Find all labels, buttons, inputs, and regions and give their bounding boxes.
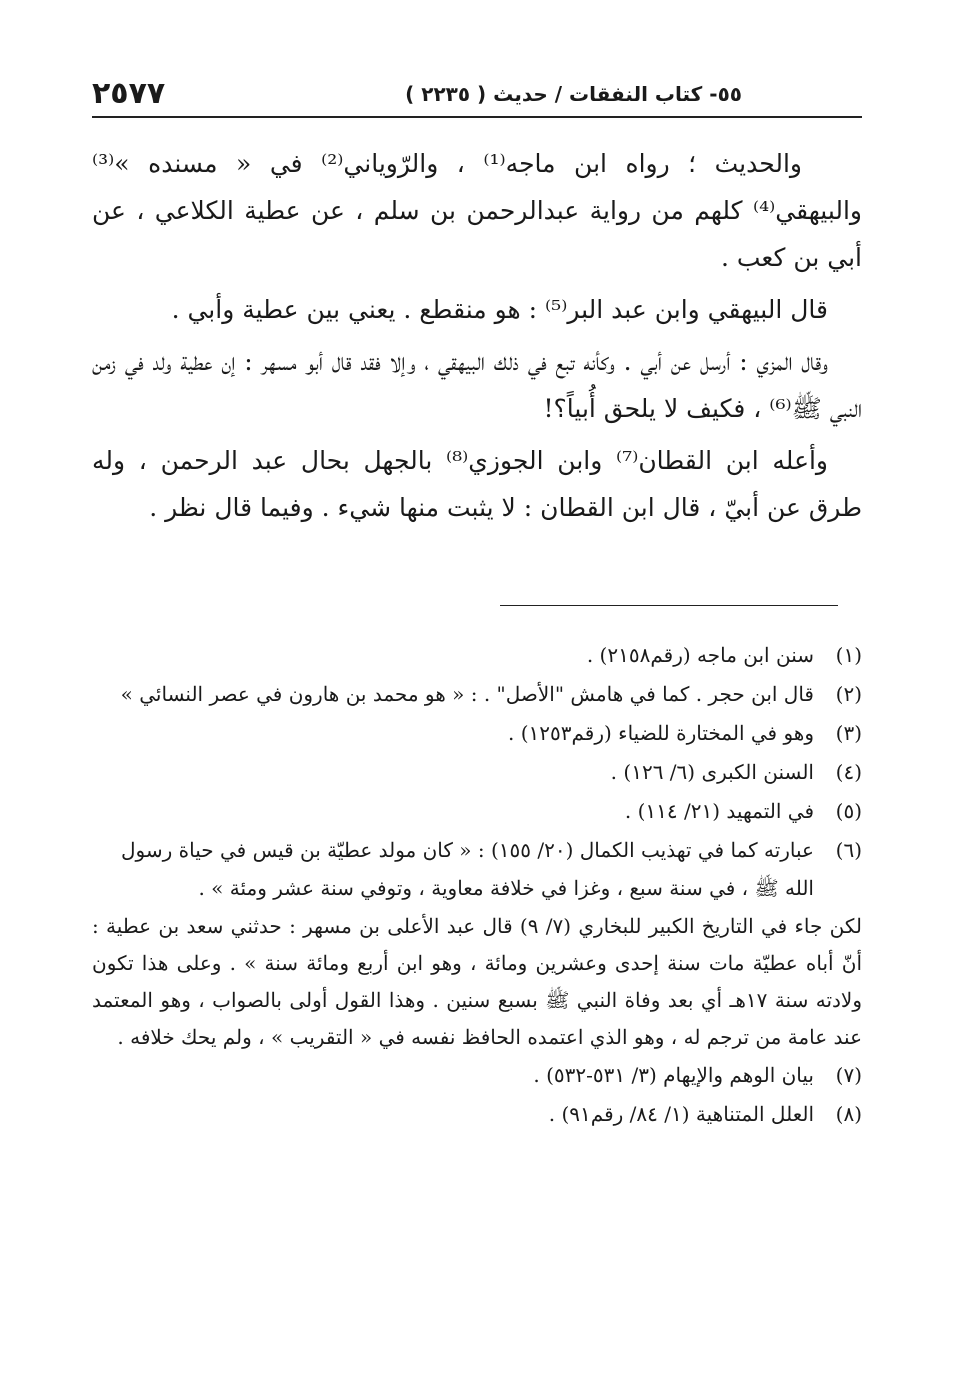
- footnote-text: وهو في المختارة للضياء (رقم١٢٥٣) .: [507, 721, 814, 745]
- footnote-5: [92, 792, 862, 830]
- footnote-number: (٣): [835, 721, 862, 745]
- footnote-text: السنن الكبرى (٦/ ١٢٦) .: [610, 760, 814, 784]
- footnote-4: [92, 753, 862, 791]
- footnote-text: عبارته كما في تهذيب الكمال (٢٠/ ١٥٥) : « كان مولد عطيّة بن قيس في حياة رسول الله ﷺ ، في سنة سبع ، وغزا في خلافة معاوية ، وتوفي سنة عشر ومئة » .: [121, 838, 814, 900]
- paragraph-3: وقال المزي : أرسل عن أبي . وكأنه تبع في ذلك البيهقي ، وإلا فقد قال أبو مسهر : إن عطية ولد في زمن النبي ﷺ⁽⁶⁾ ، فكيف لا يلحق أُبياً؟!: [92, 347, 862, 423]
- footnote-number: (٦): [835, 838, 862, 862]
- running-head: ٥٥- كتاب النفقات / حديث ( ٢٢٣٥ ): [405, 82, 742, 106]
- footnote-number: (٢): [835, 682, 862, 706]
- footnote-2: [92, 675, 862, 713]
- page-number: ٢٥٧٧: [92, 76, 166, 111]
- footnotes: [92, 636, 862, 1134]
- footnote-7: [92, 1056, 862, 1094]
- footnote-number: (٥): [835, 799, 862, 823]
- footnote-number: (٨): [835, 1102, 862, 1126]
- footnote-6-continuation: لكن جاء في التاريخ الكبير للبخاري (٧/ ٩) قال عبد الأعلى بن مسهر : حدثني سعد بن عطية : أنّ أباه عطيّة مات سنة إحدى وعشرين ومائة ، وهو ابن أربع ومائة سنة » . وعلى هذا تكون ولادته سنة ١٧هـ أي بعد وفاة النبي ﷺ بسبع سنين . وهذا القول أولى بالصواب ، وهو المعتمد عند عامة من ترجم له ، وهو الذي اعتمده الحافظ نفسه في « التقريب » ، ولم يحك خلافه .: [92, 914, 863, 1049]
- footnote-text: في التمهيد (٢١/ ١١٤) .: [624, 799, 814, 823]
- footnote-number: (٧): [835, 1063, 862, 1087]
- page-header: [92, 72, 862, 118]
- footnote-text: العلل المتناهية (١/ ٨٤/ رقم٩١) .: [548, 1102, 814, 1126]
- footnote-number: (٤): [835, 760, 862, 784]
- footnote-text: قال ابن حجر . كما في هامش "الأصل" . : « هو محمد بن هارون في عصر النسائي »: [120, 682, 814, 706]
- footnote-number: (١): [835, 643, 862, 667]
- footnote-1: [92, 636, 862, 674]
- main-text: [92, 140, 862, 536]
- footnote-text: بيان الوهم والإيهام (٣/ ٥٣١-٥٣٢) .: [533, 1063, 814, 1087]
- paragraph-2: قال البيهقي وابن عبد البر⁽⁵⁾ : هو منقطع . يعني بين عطية وأبي .: [171, 295, 828, 324]
- footnote-text: سنن ابن ماجه (رقم٢١٥٨) .: [586, 643, 814, 667]
- footnote-8: [92, 1095, 862, 1133]
- footnote-separator: [500, 605, 838, 606]
- footnote-3: [92, 714, 862, 752]
- footnote-6: [92, 831, 862, 907]
- paragraph-4: وأعله ابن القطان⁽⁷⁾ وابن الجوزي⁽⁸⁾ بالجهل بحال عبد الرحمن ، وله طرق عن أبيّ ، قال ابن القطان : لا يثبت منها شيء . وفيما قال نظر .: [92, 446, 862, 522]
- header-rule: [92, 116, 862, 118]
- paragraph-1: والحديث ؛ رواه ابن ماجه⁽¹⁾ ، والرّوياني⁽²⁾ في « مسنده »⁽³⁾ والبيهقي⁽⁴⁾ كلهم من رواية عبدالرحمن بن سلم ، عن عطية الكلاعي ، عن أبي بن كعب .: [92, 149, 862, 272]
